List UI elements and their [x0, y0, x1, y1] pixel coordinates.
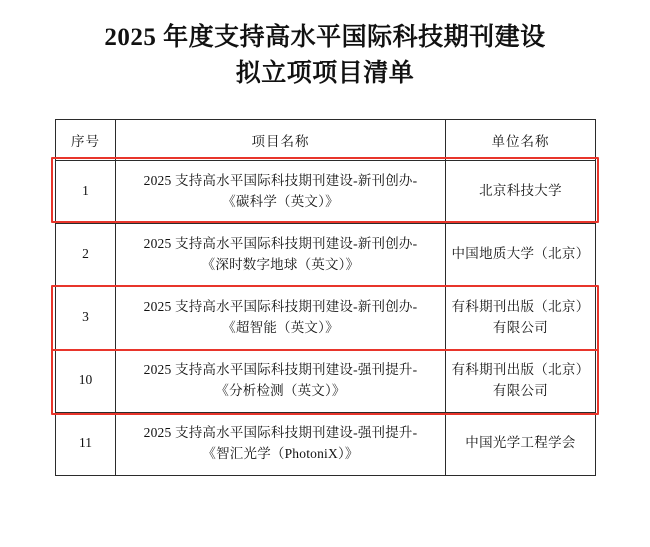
- table-row: [56, 349, 596, 412]
- row-project-name: [116, 286, 446, 349]
- project-list-table-wrap: [55, 119, 595, 476]
- row-project-name: [116, 412, 446, 475]
- row-index: 2: [56, 223, 116, 286]
- row-project-name-line: 2025 支持高水平国际科技期刊建设-新刊创办-: [143, 298, 418, 314]
- row-organization-line: 中国地质大学（北京）: [451, 246, 590, 262]
- row-project-name-line: 2025 支持高水平国际科技期刊建设-新刊创办-: [143, 172, 418, 188]
- row-organization: [446, 349, 596, 412]
- table-row: [56, 223, 596, 286]
- row-organization-line: 有限公司: [492, 319, 549, 335]
- row-project-name-line: 2025 支持高水平国际科技期刊建设-强刊提升-: [143, 424, 418, 440]
- row-organization: [446, 223, 596, 286]
- header-organization: 单位名称: [446, 119, 596, 160]
- row-project-name: [116, 223, 446, 286]
- page-title: [0, 0, 650, 93]
- row-organization-line: 有科期刊出版（北京）: [451, 361, 590, 377]
- row-index: 1: [56, 160, 116, 223]
- row-organization-line: 有科期刊出版（北京）: [451, 298, 590, 314]
- row-organization-line: 北京科技大学: [479, 183, 562, 199]
- table-header: [56, 119, 596, 160]
- page-title-line-1: 2025 年度支持高水平国际科技期刊建设: [104, 24, 546, 51]
- row-project-name: [116, 349, 446, 412]
- row-project-name-line: 《碳科学（英文）》: [222, 193, 339, 209]
- row-project-name-line: 《分析检测（英文）》: [215, 382, 346, 398]
- page-title-line-2: 拟立项项目清单: [235, 60, 415, 88]
- row-organization: [446, 412, 596, 475]
- row-organization: [446, 286, 596, 349]
- project-list-table: [55, 119, 596, 476]
- row-project-name-line: 2025 支持高水平国际科技期刊建设-新刊创办-: [143, 235, 418, 251]
- table-row: [56, 286, 596, 349]
- header-project-name: 项目名称: [116, 119, 446, 160]
- row-project-name-line: 《智汇光学（PhotoniX）》: [202, 445, 359, 461]
- row-project-name-line: 《超智能（英文）》: [222, 319, 339, 335]
- row-project-name-line: 2025 支持高水平国际科技期刊建设-强刊提升-: [143, 361, 418, 377]
- header-index: 序号: [56, 119, 116, 160]
- row-organization-line: 有限公司: [492, 382, 549, 398]
- row-organization-line: 中国光学工程学会: [465, 435, 576, 451]
- row-project-name: [116, 160, 446, 223]
- row-index: 10: [56, 349, 116, 412]
- table-body: [56, 160, 596, 475]
- row-organization: [446, 160, 596, 223]
- row-index: 11: [56, 412, 116, 475]
- table-row: [56, 412, 596, 475]
- table-row: [56, 160, 596, 223]
- row-index: 3: [56, 286, 116, 349]
- table-header-row: [56, 119, 596, 160]
- row-project-name-line: 《深时数字地球（英文）》: [201, 256, 360, 272]
